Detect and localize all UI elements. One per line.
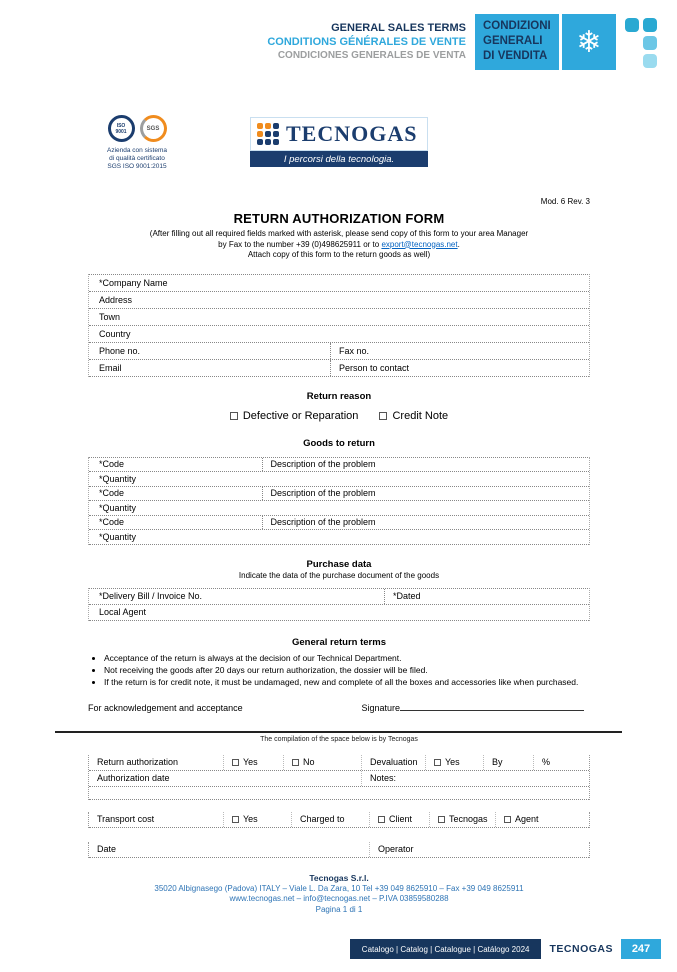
devaluation-yes-cell: Yes (425, 755, 483, 770)
quantity-label: *Quantity (99, 531, 137, 542)
banner-titles (267, 14, 475, 70)
date-label: Date (97, 844, 117, 854)
tecnogas-checkbox (438, 816, 445, 823)
office-row-date-operator (89, 842, 589, 858)
mod-rev-label: Mod. 6 Rev. 3 (540, 197, 590, 206)
purchase-row-agent (89, 605, 589, 621)
fax-label: Fax no. (339, 345, 370, 356)
phone-label: Phone no. (99, 345, 141, 356)
snowflake-box (562, 14, 616, 70)
condizioni-box (475, 14, 559, 70)
return-auth-no-cell: No (283, 755, 361, 770)
email-label: Email (99, 362, 122, 373)
goods-code-row (89, 516, 589, 531)
credit-note-checkbox (379, 412, 387, 420)
office-empty-row (89, 787, 589, 800)
tecnogas-logo-tagline: I percorsi della tecnologia. (250, 151, 428, 167)
top-banner (0, 14, 677, 70)
acknowledgement-row (88, 702, 590, 713)
signature-block (361, 702, 584, 713)
condizioni-line-2: GENERALI (483, 35, 543, 47)
goods-code-row (89, 458, 589, 473)
person-cell (330, 360, 589, 376)
defective-checkbox (230, 412, 238, 420)
devaluation-percent-label: % (533, 755, 589, 770)
condizioni-line-1: CONDIZIONI (483, 20, 551, 32)
form-intro-line3: Attach copy of this form to the return goods as well) (247, 250, 431, 259)
office-row-auth-date (89, 771, 589, 787)
terms-bullet: • Acceptance of the return is always at the decision of our Technical Department. (104, 653, 590, 664)
option-credit-note (379, 410, 448, 422)
email-cell (89, 360, 330, 376)
code-label: *Code (99, 488, 125, 499)
goods-table (88, 457, 590, 545)
goods-code-row (89, 487, 589, 502)
banner-title-es: CONDICIONES GENERALES DE VENTA (277, 50, 466, 61)
footer-web: www.tecnogas.net – info@tecnogas.net – P.IVA 03859580288 (229, 894, 449, 903)
signature-line (400, 702, 584, 711)
footer-address: 35020 Albignasego (Padova) ITALY – Viale L. Da Zara, 10 Tel +39 049 8625910 – Fax +39 049 8625911 (154, 883, 524, 893)
section-divider (55, 731, 622, 733)
company-name-label: *Company Name (99, 277, 168, 288)
office-use-note: The compilation of the space below is by Tecnogas (260, 735, 418, 743)
purchase-table (88, 588, 590, 621)
transport-cost-label: Transport cost (97, 814, 155, 824)
description-label: Description of the problem (262, 487, 590, 501)
transport-yes-checkbox (232, 816, 239, 823)
banner-title-fr: CONDITIONS GÉNÉRALES DE VENTE (267, 36, 466, 48)
signature-label: Signature (361, 702, 400, 713)
terms-bullet: • If the return is for credit note, it must be undamaged, new and complete of all the boxes and accessories like when purchased. (104, 677, 590, 688)
code-label: *Code (99, 517, 125, 528)
person-to-contact-label: Person to contact (339, 362, 410, 373)
tecnogas-logo-top (250, 117, 428, 151)
catalog-bottom-bar (350, 939, 661, 959)
return-auth-yes-checkbox (232, 759, 239, 766)
office-table-group3 (88, 842, 590, 858)
option-defective (230, 410, 359, 422)
authorization-date-label: Authorization date (97, 773, 170, 783)
operator-label: Operator (369, 842, 589, 857)
town-label: Town (99, 311, 121, 322)
return-authorization-label: Return authorization (97, 757, 179, 767)
dated-label: *Dated (384, 589, 589, 604)
office-row-return-auth (89, 755, 589, 771)
banner-title-en: GENERAL SALES TERMS (331, 22, 466, 34)
company-footer (88, 873, 590, 916)
local-agent-label: Local Agent (99, 607, 147, 617)
devaluation-label: Devaluation (361, 755, 425, 770)
notes-label: Notes: (361, 771, 589, 786)
quantity-label: *Quantity (99, 502, 137, 513)
charged-agent-cell: Agent (495, 812, 589, 827)
delivery-bill-label: *Delivery Bill / Invoice No. (99, 591, 203, 601)
form-intro-line1: (After filling out all required fields marked with asterisk, please send copy of this form to your area Manager (149, 229, 529, 238)
address-label: Address (99, 294, 133, 305)
condizioni-line-3: DI VENDITA (483, 50, 548, 62)
tecnogas-logo-dots-icon (257, 123, 279, 145)
field-row-company (89, 275, 589, 292)
iso-9001-logo-icon: ISO 9001 (108, 115, 135, 142)
credit-note-label: Credit Note (392, 409, 449, 422)
field-row-country (89, 326, 589, 343)
certification-logos (92, 115, 182, 142)
field-row-address (89, 292, 589, 309)
country-label: Country (99, 328, 131, 339)
form-intro-line2-post: . (457, 239, 460, 249)
office-table-group1 (88, 755, 590, 800)
snowflake-icon: ❄ (576, 25, 602, 59)
terms-bullet: • Not receiving the goods after 20 days our return authorization, the dossier will be filed. (104, 665, 590, 676)
return-reason-options (88, 410, 590, 422)
tecnogas-logo-text: TECNOGAS (286, 121, 418, 146)
form-intro-line2-pre: by Fax to the number +39 (0)498625911 or to (218, 239, 382, 249)
form-title: RETURN AUTHORIZATION FORM (233, 211, 445, 226)
export-email-link[interactable]: export@tecnogas.net (381, 239, 458, 249)
return-auth-no-checkbox (292, 759, 299, 766)
field-row-town (89, 309, 589, 326)
return-auth-yes-cell: Yes (223, 755, 283, 770)
transport-yes-cell: Yes (223, 812, 291, 827)
terms-heading: General return terms (292, 636, 386, 648)
catalog-bar-brand: TECNOGAS (549, 943, 613, 955)
defective-label: Defective or Reparation (242, 409, 359, 422)
fax-cell (330, 343, 589, 359)
quantity-label: *Quantity (99, 473, 137, 484)
charged-client-cell: Client (369, 812, 429, 827)
catalog-page-number: 247 (621, 939, 661, 959)
description-label: Description of the problem (262, 458, 590, 472)
office-row-transport (89, 812, 589, 828)
footer-company-name: Tecnogas S.r.l. (309, 872, 369, 883)
footer-page-number: Pagina 1 di 1 (315, 904, 363, 914)
form-intro-line2 (88, 240, 590, 251)
tecnogas-dots-mark-icon (625, 14, 677, 70)
goods-qty-row (89, 530, 589, 545)
catalog-bar-text: Catalogo | Catalog | Catalogue | Catálogo 2024 (350, 939, 542, 959)
sgs-logo-icon: SGS (140, 115, 167, 142)
return-reason-heading: Return reason (306, 390, 372, 402)
code-label: *Code (99, 459, 125, 470)
purchase-heading: Purchase data (306, 558, 372, 570)
office-table-group2 (88, 812, 590, 828)
terms-list (104, 653, 590, 688)
phone-cell (89, 343, 330, 359)
client-checkbox (378, 816, 385, 823)
goods-qty-row (89, 501, 589, 516)
purchase-row-invoice (89, 589, 589, 605)
form-intro (88, 229, 590, 261)
agent-checkbox (504, 816, 511, 823)
acknowledgement-label: For acknowledgement and acceptance (88, 702, 243, 713)
logo-row (88, 115, 590, 195)
devaluation-by-label: By (483, 755, 533, 770)
contact-fields-table (88, 274, 590, 377)
devaluation-yes-checkbox (434, 759, 441, 766)
field-row-email-person (89, 360, 589, 377)
charged-to-label: Charged to (291, 812, 369, 827)
goods-qty-row (89, 472, 589, 487)
certification-text: Azienda con sistema di qualità certificato SGS ISO 9001:2015 (107, 147, 167, 170)
charged-tecnogas-cell: Tecnogas (429, 812, 495, 827)
certification-block (92, 115, 182, 171)
field-row-phone-fax (89, 343, 589, 360)
purchase-note: Indicate the data of the purchase document of the goods (238, 570, 440, 580)
form-sheet (0, 70, 677, 915)
description-label: Description of the problem (262, 516, 590, 530)
tecnogas-logo (250, 117, 428, 167)
goods-heading: Goods to return (303, 437, 375, 449)
